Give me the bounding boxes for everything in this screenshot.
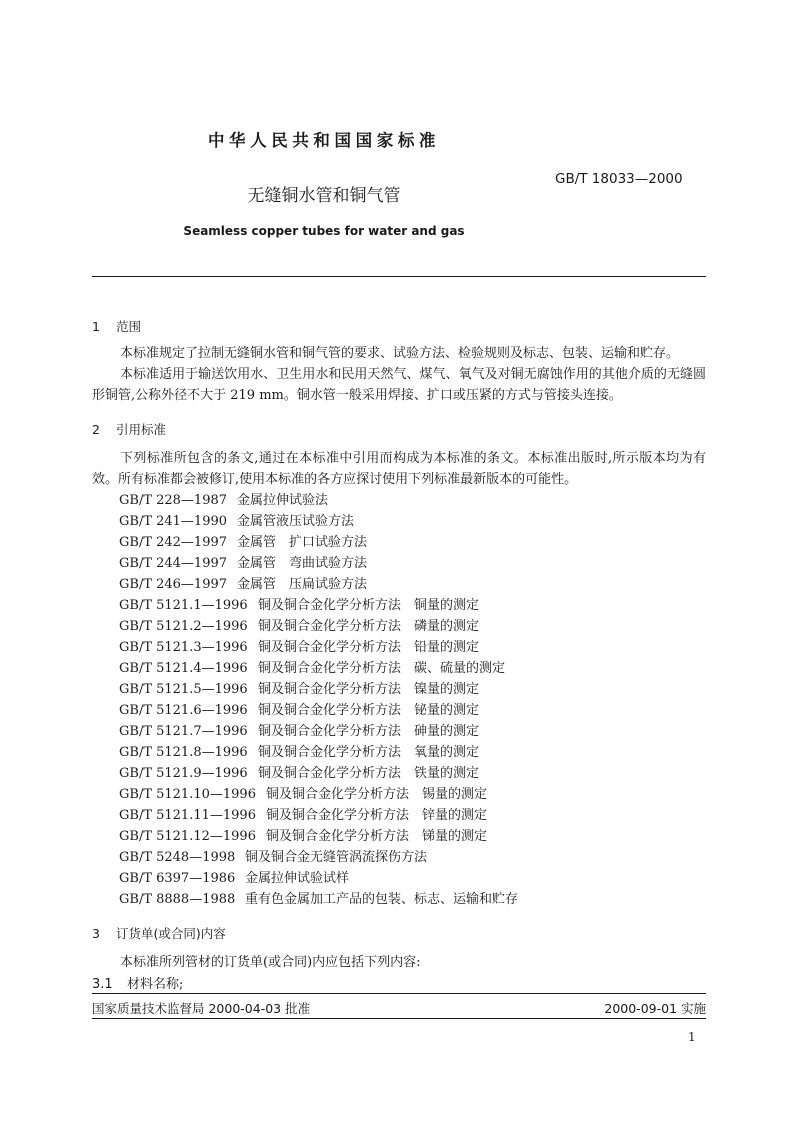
reference-code: GB/T 5121.6—1996	[119, 703, 248, 718]
footer-divider	[92, 993, 706, 994]
reference-code: GB/T 5121.3—1996	[119, 640, 248, 655]
reference-name: 重有色金属加工产品的包装、标志、运输和贮存	[245, 892, 519, 907]
reference-code: GB/T 5121.8—1996	[119, 745, 248, 760]
section-number: 2	[92, 422, 100, 437]
reference-item	[119, 742, 518, 763]
implementation-note: 2000-09-01 实施	[604, 1001, 706, 1016]
reference-name: 金属管液压试验方法	[237, 514, 355, 529]
reference-item	[119, 868, 518, 889]
paragraph: 本标准规定了拉制无缝铜水管和铜气管的要求、试验方法、检验规则及标志、包装、运输和贮存。	[120, 346, 680, 361]
reference-name: 铜及铜合金化学分析方法 碳、硫量的测定	[258, 661, 506, 676]
reference-name: 铜及铜合金化学分析方法 氧量的测定	[258, 745, 480, 760]
reference-code: GB/T 5121.2—1996	[119, 619, 248, 634]
reference-code: GB/T 244—1997	[119, 556, 228, 571]
reference-name: 金属管 弯曲试验方法	[237, 556, 368, 571]
reference-item	[119, 490, 518, 511]
section-3-heading	[92, 924, 226, 942]
reference-item	[119, 616, 518, 637]
document-title-cn: 无缝铜水管和铜气管	[247, 186, 401, 206]
reference-list	[119, 490, 518, 910]
reference-code: GB/T 246—1997	[119, 577, 228, 592]
reference-code: GB/T 5121.12—1996	[119, 829, 256, 844]
section-title: 引用标准	[116, 422, 167, 437]
reference-name: 金属拉伸试验试样	[245, 871, 350, 886]
paragraph: 本标准所列管材的订货单(或合同)内应包括下列内容:	[120, 955, 421, 970]
reference-code: GB/T 5121.5—1996	[119, 682, 248, 697]
reference-code: GB/T 5121.7—1996	[119, 724, 248, 739]
reference-name: 铜及铜合金化学分析方法 锌量的测定	[266, 808, 488, 823]
reference-name: 铜及铜合金化学分析方法 铋量的测定	[258, 703, 480, 718]
reference-code: GB/T 5121.1—1996	[119, 598, 248, 613]
paragraph: 下列标准所包含的条文,通过在本标准中引用而构成为本标准的条文。本标准出版时,所示版本均为有效。所有标准都会被修订,使用本标准的各方应探讨使用下列标准最新版本的可能性。	[92, 451, 706, 487]
reference-code: GB/T 241—1990	[119, 514, 228, 529]
section-2-heading	[92, 420, 166, 438]
reference-item	[119, 847, 518, 868]
reference-item	[119, 637, 518, 658]
reference-code: GB/T 5121.9—1996	[119, 766, 248, 781]
reference-code: GB/T 5121.4—1996	[119, 661, 248, 676]
reference-code: GB/T 5121.10—1996	[119, 787, 256, 802]
section-number: 1	[92, 319, 100, 334]
reference-name: 铜及铜合金无缝管涡流探伤方法	[245, 850, 428, 865]
reference-item	[119, 805, 518, 826]
approval-note: 国家质量技术监督局 2000-04-03 批准	[92, 1001, 311, 1016]
reference-code: GB/T 228—1987	[119, 493, 228, 508]
reference-name: 金属管 扩口试验方法	[237, 535, 368, 550]
reference-item	[119, 658, 518, 679]
reference-item	[119, 574, 518, 595]
reference-name: 铜及铜合金化学分析方法 磷量的测定	[258, 619, 480, 634]
reference-item	[119, 532, 518, 553]
reference-code: GB/T 5121.11—1996	[119, 808, 256, 823]
section-2-intro	[92, 448, 706, 490]
section-title: 范围	[116, 319, 142, 334]
reference-item	[119, 784, 518, 805]
national-standard-heading: 中华人民共和国国家标准	[207, 131, 441, 150]
page-number: 1	[688, 1030, 696, 1044]
section-number: 3	[92, 926, 100, 941]
reference-name: 铜及铜合金化学分析方法 铅量的测定	[258, 640, 480, 655]
section-1-body	[92, 343, 706, 406]
standard-code: GB/T 18033—2000	[555, 171, 683, 187]
reference-item	[119, 700, 518, 721]
reference-item	[119, 763, 518, 784]
reference-name: 金属拉伸试验法	[237, 493, 329, 508]
reference-code: GB/T 5248—1998	[119, 850, 236, 865]
reference-name: 铜及铜合金化学分析方法 铜量的测定	[258, 598, 480, 613]
section-1-heading	[92, 317, 141, 335]
reference-name: 铜及铜合金化学分析方法 砷量的测定	[258, 724, 480, 739]
section-title: 订货单(或合同)内容	[116, 926, 226, 941]
reference-name: 金属管 压扁试验方法	[237, 577, 368, 592]
paragraph: 本标准适用于输送饮用水、卫生用水和民用天然气、煤气、氧气及对铜无腐蚀作用的其他介质的无缝圆形铜管,公称外径不大于 219 mm。铜水管一般采用焊接、扩口或压紧的方式与管接头连接。	[92, 367, 706, 403]
header-divider	[92, 276, 706, 277]
reference-name: 铜及铜合金化学分析方法 锡量的测定	[266, 787, 488, 802]
reference-item	[119, 595, 518, 616]
reference-code: GB/T 242—1997	[119, 535, 228, 550]
reference-item	[119, 889, 518, 910]
reference-code: GB/T 8888—1988	[119, 892, 236, 907]
reference-name: 铜及铜合金化学分析方法 锑量的测定	[266, 829, 488, 844]
reference-item	[119, 826, 518, 847]
reference-item	[119, 553, 518, 574]
subsection-text: 材料名称;	[127, 977, 184, 992]
document-title-en: Seamless copper tubes for water and gas	[183, 224, 465, 238]
reference-item	[119, 679, 518, 700]
reference-item	[119, 721, 518, 742]
reference-item	[119, 511, 518, 532]
reference-name: 铜及铜合金化学分析方法 铁量的测定	[258, 766, 480, 781]
subsection-3-1	[92, 973, 183, 992]
reference-name: 铜及铜合金化学分析方法 镍量的测定	[258, 682, 480, 697]
subsection-number: 3.1	[92, 977, 113, 992]
reference-code: GB/T 6397—1986	[119, 871, 236, 886]
footer-bottom-divider	[92, 1018, 706, 1019]
section-3-intro	[92, 952, 706, 973]
